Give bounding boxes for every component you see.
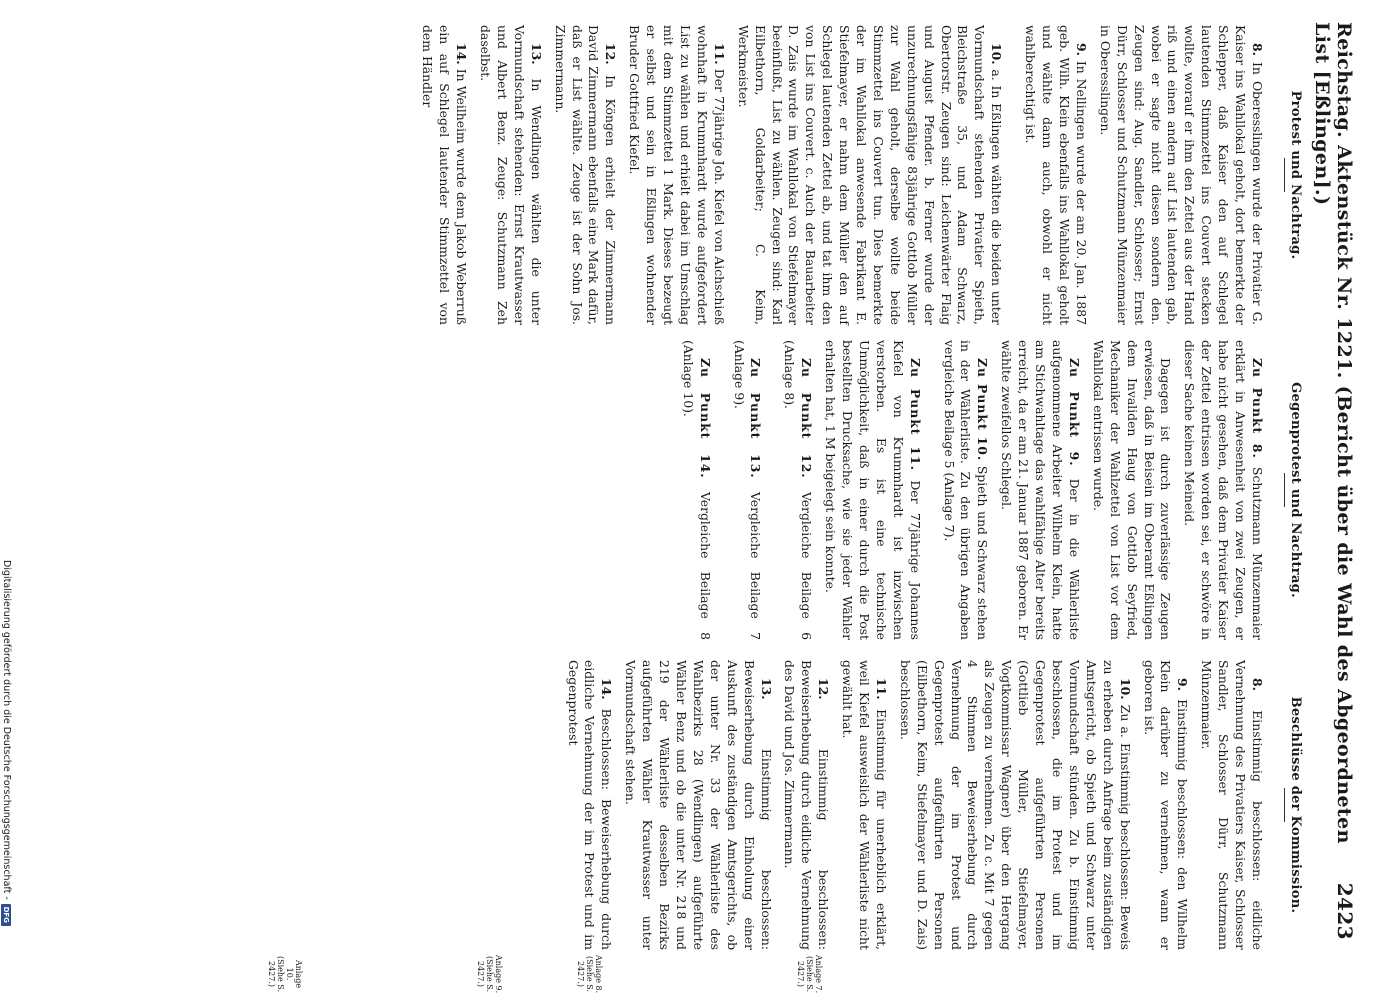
page-header — [1311, 22, 1357, 940]
side-note-anlage-9: Anlage 9. (Siehe S. 2427.) — [476, 954, 503, 994]
header-title: Reichstag. Aktenstück Nr. 1221. (Bericht über die Wahl des Abgeordneten List [Eßlingen].) — [1311, 22, 1355, 844]
gegenprotest-paragraph: Zu Punkt 8. Schutzmann Münzenmaier erklärt in Anwesenheit von zwei Zeugen, er habe nicht gesehen, daß dem Privatier Kaiser der Zettel entrissen worden sei, er schwöre in dieser Sache keinen Meineid. — [1182, 340, 1265, 640]
gegenprotest-paragraph: Zu Punkt 10. Spieth und Schwarz stehen in der Wählerliste. Zu den übrigen Angaben vergleiche Beilage 5 (Anlage 7). — [941, 340, 991, 640]
column-heading-beschluesse: Beschlüsse der Kommission. — [1284, 660, 1303, 950]
beschluss-paragraph: 8. Einstimmig beschlossen: eidliche Vernehmung des Privatiers Kaiser, Schlosser Sandler, Schlosser Dürr, Schutzmann Münzenmaier. — [1199, 660, 1265, 950]
column-gegenprotest — [672, 340, 1265, 640]
footer-text: Digitalisierung gefördert durch die Deutsche Forschungsgemeinschaft - — [1, 560, 12, 900]
page-number: 2423 — [1333, 882, 1357, 940]
protest-paragraph: 10. a. In Eßlingen wählten die beiden unter Vormundschaft stehenden Privatier Spieth, Bleichstraße 35, und Adam Schwarz, Obertorstr. Zeugen sind: Leichenwärter Flaig und August Pfender. b. Ferner wurde der unzurechnungsfähige 83jährige Gottlob Müller zur Wahl geholt, derselbe wollte beide Stimmzettel ins Couvert tun. Dies bemerkte der im Wahllokal anwesende Fabrikant E. Stiefelmayer, er nahm dem Müller den auf Schlegel lautenden Zettel ab, und tat ihm den von List ins Couvert. c. Auch der Bauarbeiter D. Zais wurde im Wahllokal von Stiefelmayer beeinflußt, List zu wählen. Zeugen sind: Karl Eilbethorn, Goldarbeiter; C. Keim, Werkmeister. — [735, 25, 1005, 325]
protest-paragraph: 8. In Oberesslingen wurde der Privatier G. Kaiser ins Wahllokal geholt, dort bemerkte der Schlepper, daß Kaiser den auf Schlegel lautenden Stimmzettel ins Couvert stecken wollte, worauf er ihm den Zettel aus der Hand riß und einen andern auf List lautenden gab, wobei er sagte nicht diesen sondern den. Zeugen sind: Aug. Sandler, Schlosser; Ernst Dürr, Schlosser und Schutzmann Münzenmaier in Oberesslingen. — [1097, 25, 1265, 325]
protest-paragraph: 9. In Nellingen wurde der am 20. Jan. 1887 geb. Wilh. Klein ebenfalls ins Wahllokal geholt und wählte dann auch, obwohl er nicht wahlberechtigt ist. — [1023, 25, 1089, 325]
beschluss-paragraph: 13. Einstimmig beschlossen: Beweiserhebung durch Einholung einer Auskunft des zuständigen Amtsgerichts, ob der unter Nr. 33 der Wählerliste des Wahlbezirks 28 (Wendlingen) aufgeführte Wähler Benz und ob die unter Nr. 218 und 219 der Wählerliste desselben Bezirks aufgeführten Wähler Krautwasser unter Vormundschaft stehen. — [623, 660, 774, 950]
gegenprotest-paragraph: Zu Punkt 11. Der 77jährige Johannes Kiefel von Krummhardt ist inzwischen verstorben. Es ist eine technische Unmöglichkeit, daß in einer durch die Post bestellten Drucksache, wie sie jeder Wähler erhalten hat, 1 M beigelegt sein konnte. — [823, 340, 923, 640]
gegenprotest-paragraph: Zu Punkt 14. Vergleiche Beilage 8 (Anlage 10). — [680, 340, 713, 640]
digitization-footer — [1, 560, 12, 1000]
beschluss-paragraph: 9. Einstimmig beschlossen: den Wilhelm Klein darüber zu vernehmen, wann er geboren ist. — [1141, 660, 1191, 950]
side-note-anlage-7: Anlage 7. (Siehe S. 2427.) — [796, 954, 823, 994]
gegenprotest-paragraph: Zu Punkt 9. Der in die Wählerliste aufgenommene Arbeiter Wilhelm Klein, hatte am Stichwahltage das wahlfähige Alter bereits erreicht, da er am 21. Januar 1887 geboren. Er wählte zweifellos Schlegel. — [999, 340, 1082, 640]
dfg-logo-icon: DFG — [2, 904, 12, 926]
protest-paragraph: 14. In Weilheim wurde dem Jakob Weberruß ein auf Schlegel lautender Stimmzettel von dem Händler — [420, 25, 470, 325]
side-note-anlage-8: Anlage 8. (Siehe S. 2427.) — [576, 954, 603, 994]
gegenprotest-paragraph: Zu Punkt 13. Vergleiche Beilage 7 (Anlage 9). — [731, 340, 764, 640]
protest-paragraph: 11. Der 77jährige Joh. Kiefel von Aichschieß wohnhaft in Krummhardt wurde aufgefordert List zu wählen und erhielt dabei im Umschlag mit dem Stimmzettel 1 Mark. Dieses bezeugt er selbst und sein in Eßlingen wohnender Bruder Gottfried Kiefel. — [627, 25, 727, 325]
beschluss-paragraph: 11. Einstimmig für unerheblich erklärt, weil Kiefel ausweislich der Wählerliste nicht gewählt hat. — [840, 660, 889, 950]
column-heading-protest: Protest und Nachtrag. — [1284, 25, 1303, 325]
beschluss-paragraph: 10. Zu a. Einstimmig beschlossen: Beweis zu erheben durch Anfrage beim zuständigen Amtsgericht, ob Spieth und Schwarz unter Vormundschaft stünden. Zu b. Einstimmig beschlossen, die im Protest und im Gegenprotest aufgeführten Personen (Gottlieb Müller, Stiefelmayer, Vogtkommissar Wagner) über den Hergang als Zeugen zu vernehmen. Zu c. Mit 7 gegen 4 Stimmen Beweiserhebung durch Vernehmung der im Protest und Gegenprotest aufgeführten Personen (Eilbethorn, Keim, Stiefelmayer und D. Zais) beschlossen. — [897, 660, 1133, 950]
gegenprotest-paragraph: Zu Punkt 12. Vergleiche Beilage 6 (Anlage 8). — [782, 340, 815, 640]
column-protest — [411, 25, 1265, 325]
beschluss-paragraph: 12. Einstimmig beschlossen: Beweiserhebung durch eidliche Vernehmung des David und Jos. Zimmermann. — [782, 660, 832, 950]
protest-paragraph: 12. In Köngen erhielt der Zimmermann David Zimmermann ebenfalls eine Mark dafür, daß er List wählte. Zeuge ist der Sohn Jos. Zimmermann. — [552, 25, 619, 325]
beschluss-paragraph: 14. Beschlossen: Beweiserhebung durch eidliche Vernehmung der im Protest und im Gegenprotest — [565, 660, 615, 950]
column-beschluesse — [557, 660, 1265, 950]
side-note-anlage-10: Anlage 10. (Siehe S. 2427.) — [267, 955, 303, 993]
gegenprotest-paragraph: Dagegen ist durch zuverlässige Zeugen erwiesen, daß in Beisein im Oberamt Eßlingen dem Invaliden Haug von Gottlob Seyfried, Mechaniker der Wahlzettel von List vor dem Wahllokal entrissen wurde. — [1090, 340, 1174, 640]
protest-paragraph: 13. In Wendlingen wählten die unter Vormundschaft stehenden: Ernst Krautwasser und Albert Benz. Zeuge: Schutzmann Zeh daselbst. — [478, 25, 544, 325]
column-heading-gegenprotest: Gegenprotest und Nachtrag. — [1284, 340, 1303, 640]
